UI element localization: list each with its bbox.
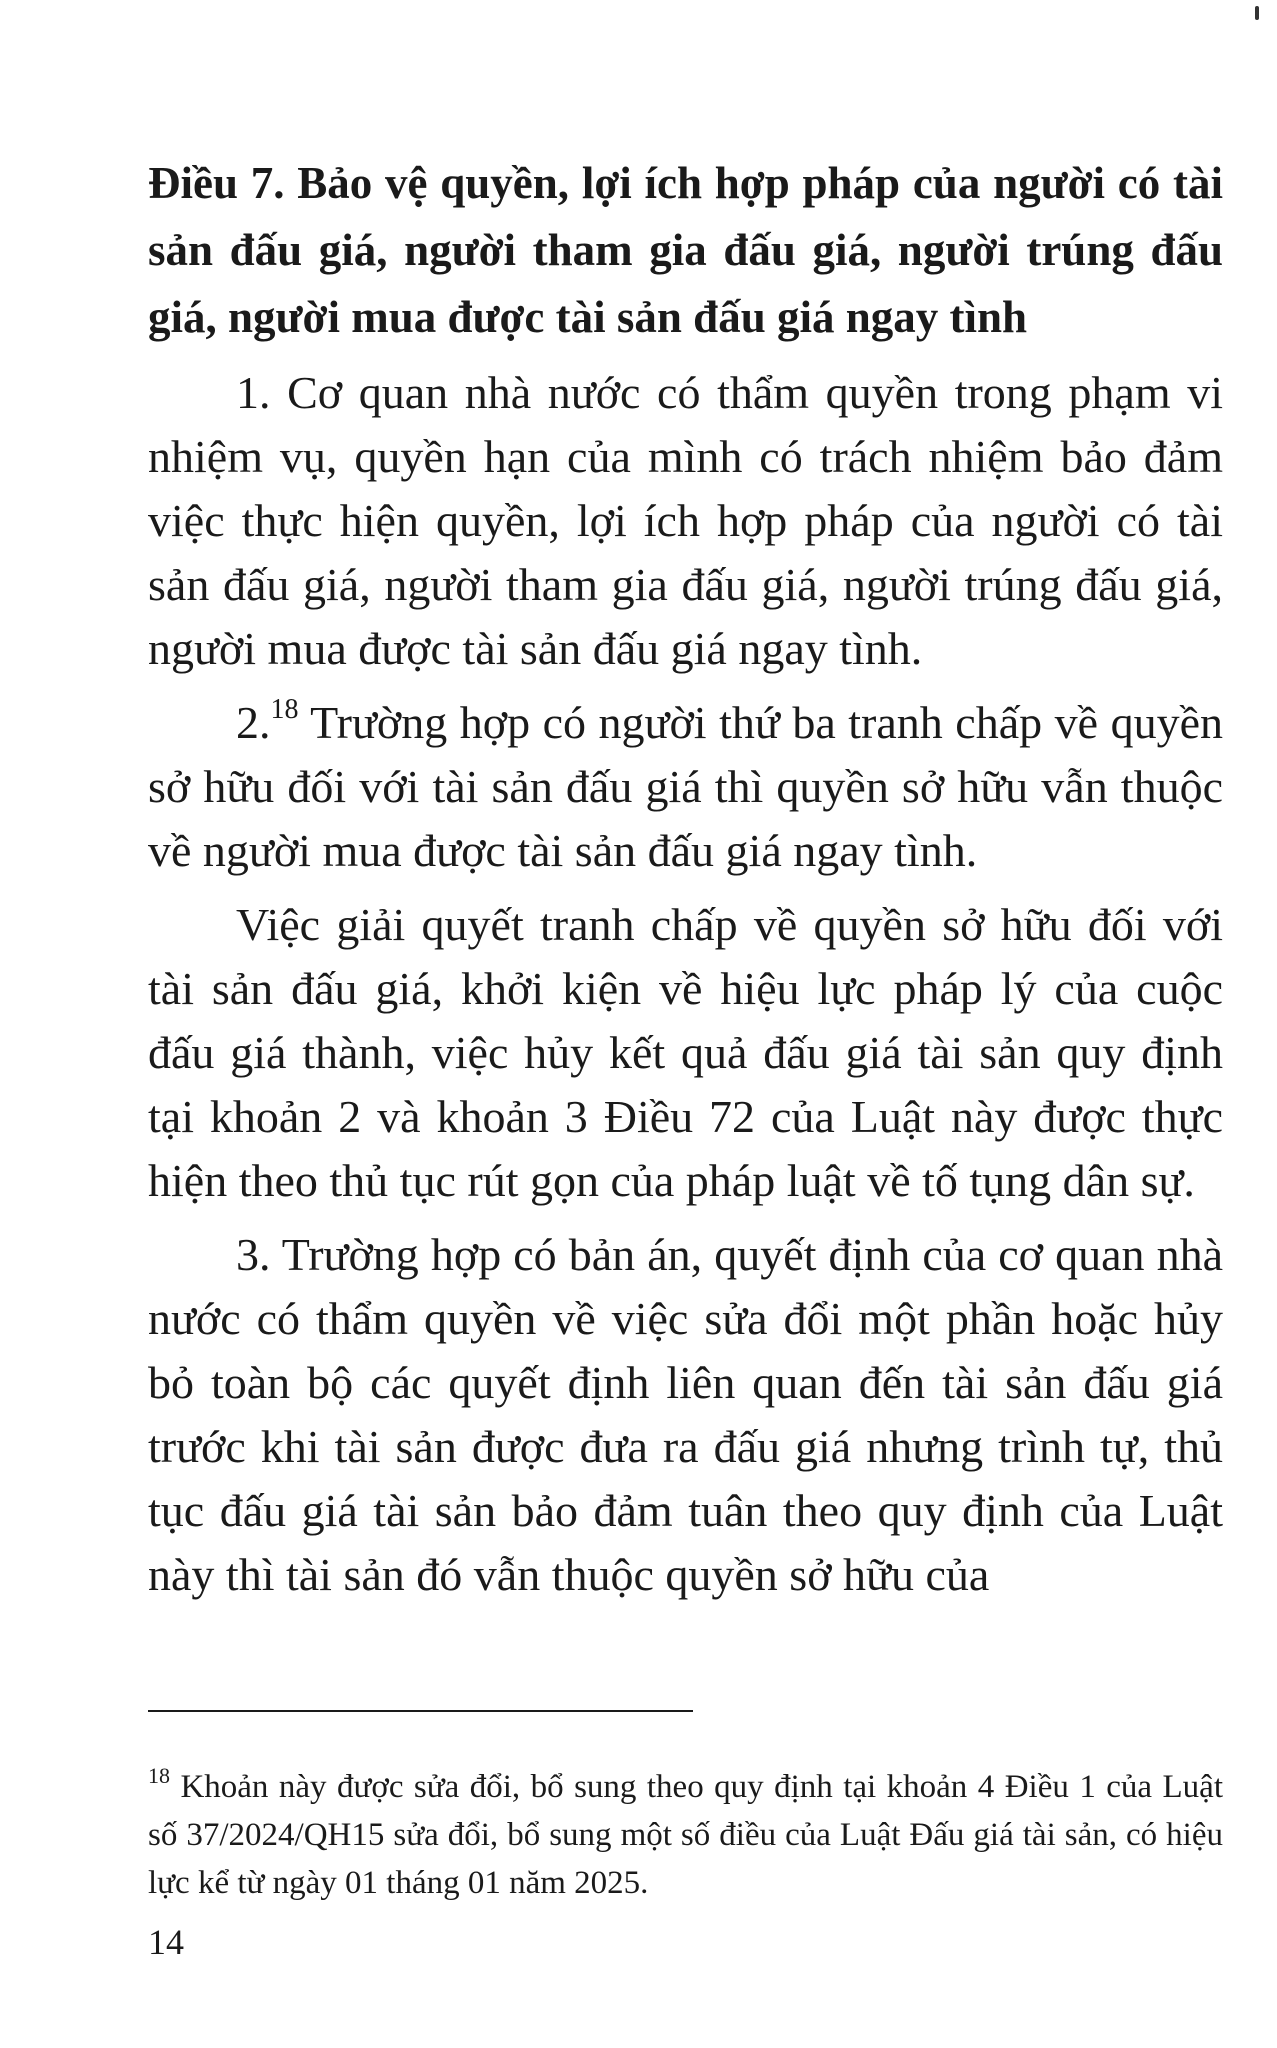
footnote-separator — [148, 1710, 693, 1712]
page-number: 14 — [148, 1922, 184, 1962]
scan-mark — [1255, 6, 1259, 20]
footnote-text: Khoản này được sửa đổi, bổ sung theo quy định tại khoản 4 Điều 1 của Luật số 37/2024/QH15 sửa đổi, bổ sung một số điều của Luật Đấu giá tài sản, có hiệu lực kể từ ngày 01 tháng 01 năm 2025. — [148, 1769, 1223, 1901]
article-heading: Điều 7. Bảo vệ quyền, lợi ích hợp pháp của người có tài sản đấu giá, người tham gia đấu giá, người trúng đấu giá, người mua được tài sản đấu giá ngay tình — [148, 158, 1223, 342]
paragraph-clause-1: 1. Cơ quan nhà nước có thẩm quyền trong phạm vi nhiệm vụ, quyền hạn của mình có trách nhiệm bảo đảm việc thực hiện quyền, lợi ích hợp pháp của người có tài sản đấu giá, người tham gia đấu giá, người trúng đấu giá, người mua được tài sản đấu giá ngay tình. — [148, 367, 1223, 674]
page-body — [148, 150, 1223, 1607]
clause-number: 2. — [236, 697, 271, 748]
footnote-number: 18 — [148, 1763, 170, 1788]
clause-text: Trường hợp có người thứ ba tranh chấp về quyền sở hữu đối với tài sản đấu giá thì quyền sở hữu vẫn thuộc về người mua được tài sản đấu giá ngay tình. — [148, 697, 1223, 876]
paragraph-clause-2-continued: Việc giải quyết tranh chấp về quyền sở hữu đối với tài sản đấu giá, khởi kiện về hiệu lực pháp lý của cuộc đấu giá thành, việc hủy kết quả đấu giá tài sản quy định tại khoản 2 và khoản 3 Điều 72 của Luật này được thực hiện theo thủ tục rút gọn của pháp luật về tố tụng dân sự. — [148, 899, 1223, 1206]
paragraph-clause-2 — [148, 691, 1223, 883]
footnote — [148, 1763, 1223, 1907]
footnote-reference: 18 — [270, 693, 299, 725]
paragraph-clause-3: 3. Trường hợp có bản án, quyết định của cơ quan nhà nước có thẩm quyền về việc sửa đổi một phần hoặc hủy bỏ toàn bộ các quyết định liên quan đến tài sản đấu giá trước khi tài sản được đưa ra đấu giá nhưng trình tự, thủ tục đấu giá tài sản bảo đảm tuân theo quy định của Luật này thì tài sản đó vẫn thuộc quyền sở hữu của — [148, 1229, 1223, 1600]
